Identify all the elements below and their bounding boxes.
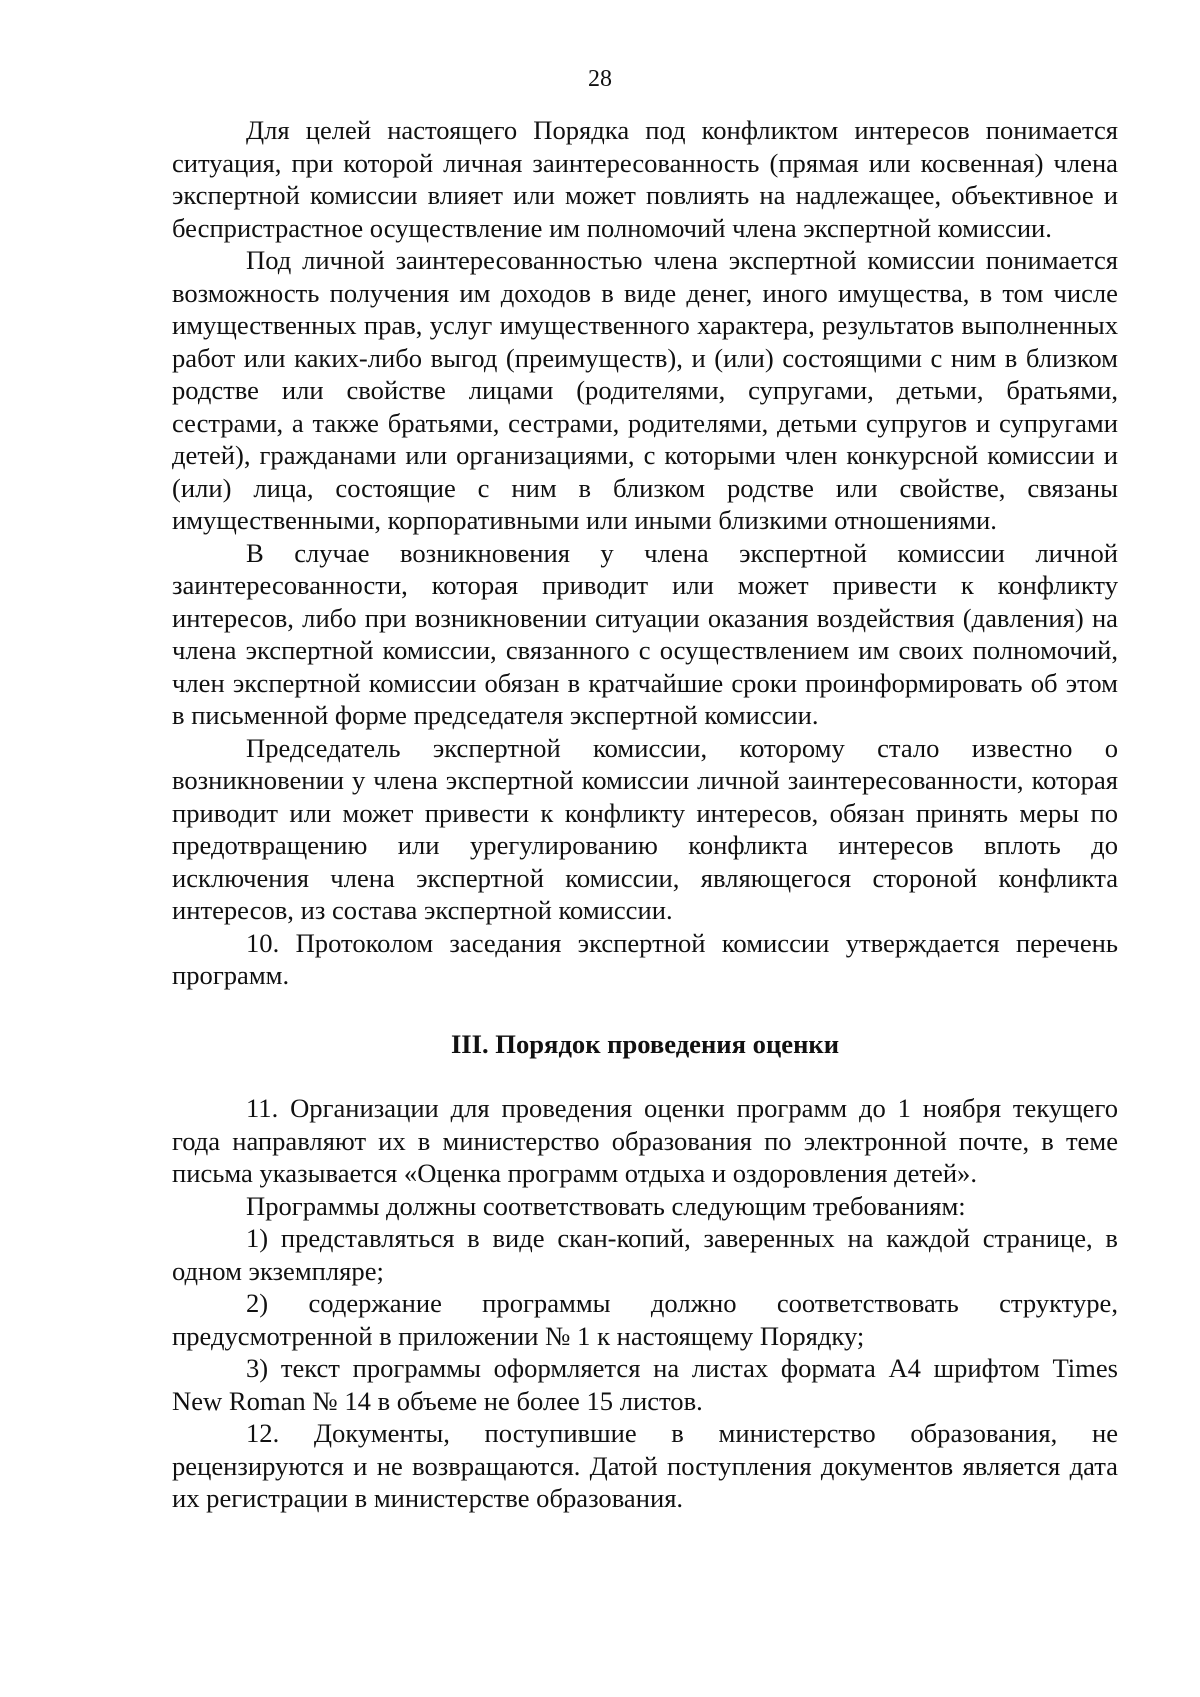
section-heading: III. Порядок проведения оценки — [450, 1028, 840, 1059]
paragraph-item-10: 10. Протоколом заседания экспертной комиссии утверждается перечень программ. — [172, 927, 1118, 990]
paragraph-requirement-1: 1) представляться в виде скан-копий, заверенных на каждой странице, в одном экземпляре; — [172, 1223, 1118, 1286]
paragraph-requirement-3: 3) текст программы оформляется на листах формата А4 шрифтом Times New Roman № 14 в объеме не более 15 листов. — [172, 1353, 1118, 1416]
document-body — [172, 114, 1118, 1515]
paragraph-requirement-2: 2) содержание программы должно соответствовать структуре, предусмотренной в приложении № 1 к настоящему Порядку; — [172, 1288, 1118, 1351]
paragraph-item-11: 11. Организации для проведения оценки программ до 1 ноября текущего года направляют их в министерство образования по электронной почте, в теме письма указывается «Оценка программ отдыха и оздоровления детей». — [172, 1093, 1118, 1188]
paragraph-chairman-measures: Председатель экспертной комиссии, которому стало известно о возникновении у члена экспертной комиссии личной заинтересованности, которая приводит или может привести к конфликту интересов, обязан принять меры по предотвращению или урегулированию конфликта интересов вплоть до исключения члена экспертной комиссии, являющегося стороной конфликта интересов, из состава экспертной комиссии. — [172, 732, 1118, 925]
paragraph-requirements-intro: Программы должны соответствовать следующим требованиям: — [246, 1190, 966, 1221]
page-number: 28 — [588, 66, 612, 92]
paragraph-personal-interest: Под личной заинтересованностью члена экспертной комиссии понимается возможность получения им доходов в виде денег, иного имущества, в том числе имущественных прав, услуг имущественного характера, результатов выполненных работ или каких-либо выгод (преимуществ), и (или) состоящими с ним в близком родстве или свойстве лицами (родителями, супругами, детьми, братьями, сестрами, а также братьями, сестрами, родителями, детьми супругов и супругами детей), гражданами или организациями, с которыми член конкурсной комиссии и (или) лица, состоящие с ним в близком родстве или свойстве, связаны имущественными, корпоративными или иными близкими отношениями. — [172, 245, 1118, 535]
paragraph-conflict-definition: Для целей настоящего Порядка под конфликтом интересов понимается ситуация, при которой личная заинтересованность (прямая или косвенная) члена экспертной комиссии влияет или может повлиять на надлежащее, объективное и беспристрастное осуществление им полномочий члена экспертной комиссии. — [172, 115, 1118, 243]
paragraph-item-12: 12. Документы, поступившие в министерство образования, не рецензируются и не возвращаются. Датой поступления документов является дата их регистрации в министерстве образования. — [172, 1418, 1118, 1513]
paragraph-notification-duty: В случае возникновения у члена экспертной комиссии личной заинтересованности, которая приводит или может привести к конфликту интересов, либо при возникновении ситуации оказания воздействия (давления) на члена экспертной комиссии, связанного с осуществлением им своих полномочий, член экспертной комиссии обязан в кратчайшие сроки проинформировать об этом в письменной форме председателя экспертной комиссии. — [172, 537, 1118, 730]
